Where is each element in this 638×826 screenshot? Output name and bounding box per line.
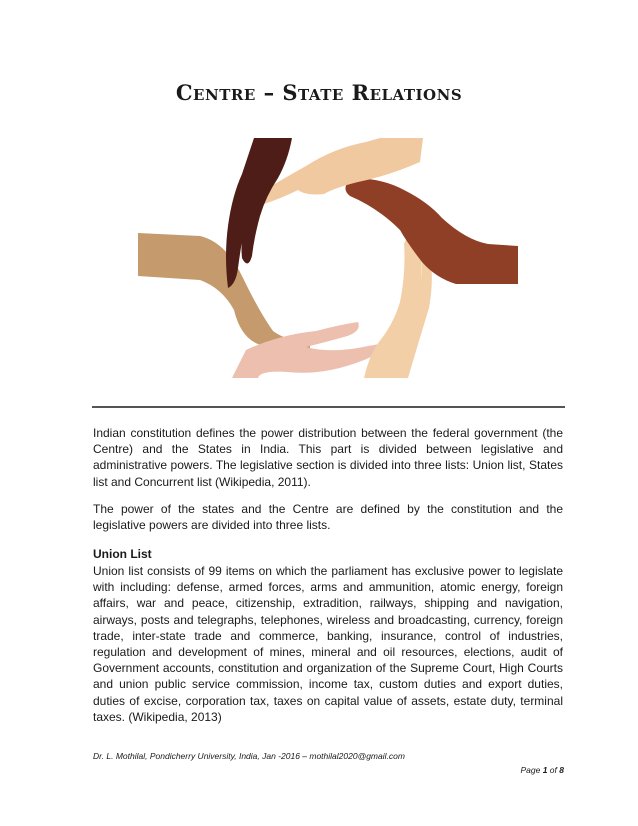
page-number	[520, 765, 564, 775]
page-total: 8	[559, 765, 564, 775]
tan-hand	[138, 233, 310, 349]
paragraph-introduction: Indian constitution defines the power distribution between the federal government (the Centre) and the States in India. This part is divided between legislative and administrative powers. The legislative section is divided into three lists: Union list, States list and Concurrent list (Wikipedia, 2011).	[93, 426, 563, 489]
page-title: Centre – State Relations	[175, 80, 463, 105]
union-list-heading: Union List	[93, 547, 152, 561]
paragraph-three-lists: The power of the states and the Centre are defined by the constitution and the legislative powers are divided into three lists.	[93, 502, 563, 533]
circle-of-hands-illustration	[138, 138, 518, 378]
page-of: of	[549, 765, 557, 775]
page-label: Page	[520, 765, 541, 775]
paragraph-union-list: Union list consists of 99 items on which the parliament has exclusive power to legislate with including: defense, armed forces, arms and ammunition, atomic energy, foreign affairs, war and peace, citizenship, extradition, railways, shipping and navigation, airways, posts and telegraphs, telephones, wireless and broadcasting, currency, foreign trade, inter-state trade and commerce, banking, insurance, control of industries, regulation and development of mines, mineral and oil resources, elections, audit of Government accounts, constitution and organization of the Supreme Court, High Courts and union public service commission, income tax, custom duties and export duties, duties of excise, corporation tax, taxes on capital value of assets, estate duty, terminal taxes. (Wikipedia, 2013)	[93, 564, 563, 724]
footer-author-line: Dr. L. Mothilal, Pondicherry University, India, Jan -2016 – mothilal2020@gmail.com	[93, 751, 405, 761]
dark-brown-hand	[226, 138, 292, 288]
page-current: 1	[542, 765, 548, 775]
horizontal-divider	[92, 406, 565, 408]
rust-hand	[345, 178, 518, 284]
